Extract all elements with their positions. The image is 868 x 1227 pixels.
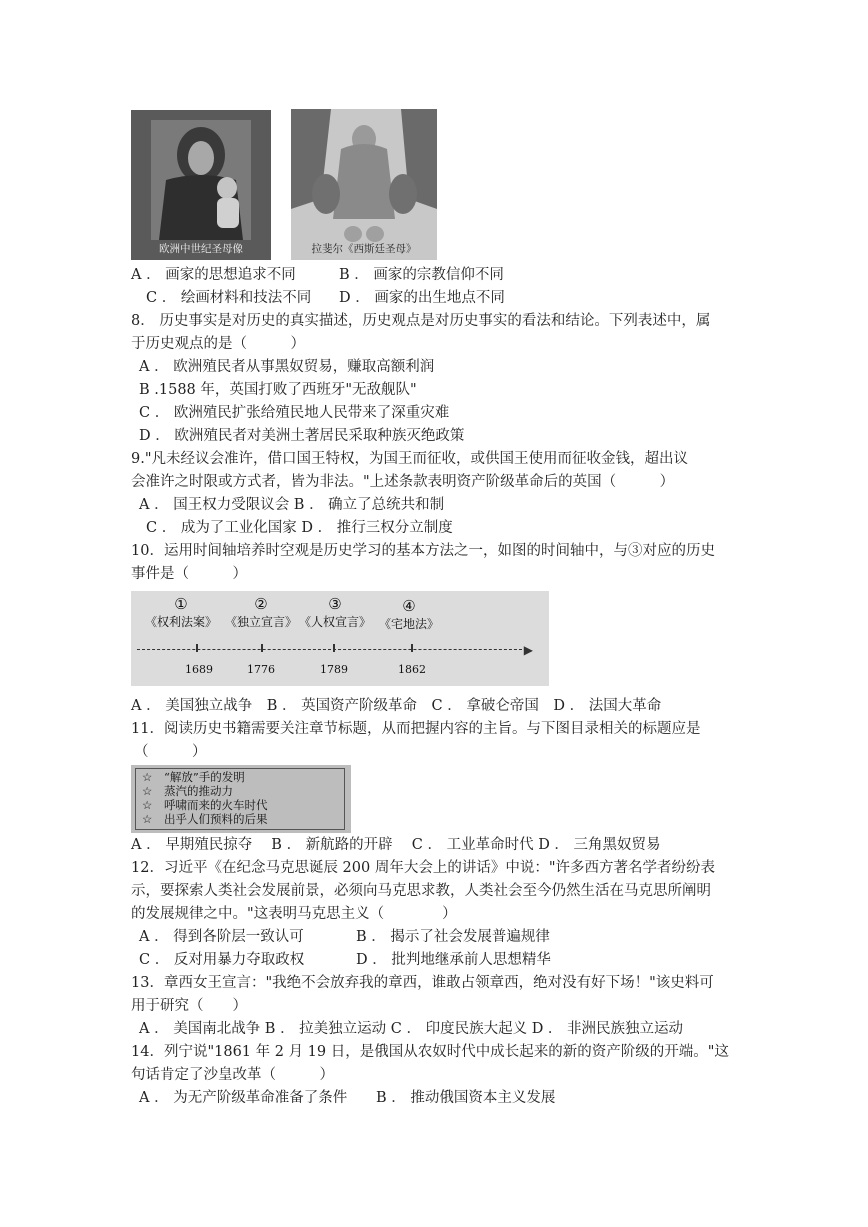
star-icon: ☆: [142, 784, 153, 798]
star-icon: ☆: [142, 770, 153, 784]
timeline-doc-4: 《宅地法》: [378, 617, 439, 631]
q7-option-c: C ． 绘画材料和技法不同: [146, 290, 312, 306]
timeline-doc-1: 《权利法案》: [144, 615, 217, 629]
timeline-tick: [196, 644, 198, 652]
timeline-item-2: [219, 595, 303, 630]
sistine-madonna-figure-icon: [291, 109, 437, 260]
toc-row-1: [142, 770, 245, 784]
q7-option-d: D ． 画家的出生地点不同: [339, 290, 505, 306]
timeline-tick: [261, 644, 263, 652]
q11-stem-line1: 11．阅读历史书籍需要关注章节标题，从而把握内容的主旨。与下图目录相关的标题应是: [131, 721, 701, 737]
star-icon: ☆: [142, 798, 153, 812]
timeline-figure: [131, 591, 549, 686]
painting-caption-1: 欧洲中世纪圣母像: [159, 243, 243, 255]
q9-options-cd: C ． 成为了工业化国家 D ． 推行三权分立制度: [146, 520, 453, 536]
q8-stem-line2: 于历史观点的是（ ）: [131, 336, 305, 352]
q12-option-b: B ． 揭示了社会发展普遍规律: [356, 929, 550, 945]
timeline-num-2: ②: [254, 595, 268, 613]
q8-option-b: B .1588 年，英国打败了西班牙"无敌舰队": [139, 382, 417, 398]
q7-option-b: B ． 画家的宗教信仰不同: [339, 267, 504, 283]
q12-stem-line2: 示，要探索人类社会发展前景，必须向马克思求教，人类社会至今仍然生活在马克思所阐明: [131, 883, 711, 899]
q9-stem-line2: 会准许之时限或方式者，皆为非法。"上述条款表明资产阶级革命后的英国（ ）: [131, 474, 675, 490]
q14-stem-line2: 句话肯定了沙皇改革（ ）: [131, 1067, 334, 1083]
toc-text-3: 呼啸而来的火车时代: [164, 798, 268, 812]
q12-option-a: A ． 得到各阶层一致认可: [139, 929, 304, 945]
q8-option-a: A ． 欧洲殖民者从事黑奴贸易，赚取高额利润: [139, 359, 435, 375]
q9-stem-line1: 9."凡未经议会准许，借口国王特权，为国王而征收，或供国王使用而征收金钱，超出议: [131, 451, 689, 467]
q10-stem-line2: 事件是（ ）: [131, 566, 247, 582]
timeline-num-1: ①: [174, 595, 188, 613]
madonna-figure-icon: [131, 110, 271, 260]
q12-option-d: D ． 批判地继承前人思想精华: [356, 952, 551, 968]
toc-text-4: 出乎人们预料的后果: [164, 812, 268, 826]
table-of-contents-figure: [131, 765, 351, 833]
q12-stem-line3: 的发展规律之中。"这表明马克思主义（ ）: [131, 906, 457, 922]
toc-frame: [135, 768, 345, 830]
toc-row-2: [142, 784, 233, 798]
toc-row-3: [142, 798, 268, 812]
q7-option-a: A ． 画家的思想追求不同: [131, 267, 296, 283]
q13-options: A ． 美国南北战争 B ． 拉美独立运动 C ． 印度民族大起义 D ． 非洲民族独立运动: [139, 1021, 684, 1037]
q14-option-b: B ． 推动俄国资本主义发展: [376, 1090, 556, 1106]
q8-option-c: C ． 欧洲殖民扩张给殖民地人民带来了深重灾难: [139, 405, 450, 421]
timeline-item-4: [369, 597, 449, 632]
timeline-num-4: ④: [402, 597, 416, 615]
timeline-item-1: [139, 595, 223, 630]
timeline-year-1: 1689: [185, 663, 213, 676]
q14-stem-line1: 14．列宁说"1861 年 2 月 19 日，是俄国从农奴时代中成长起来的新的资产阶级的开端。"这: [131, 1044, 729, 1060]
timeline-tick: [411, 644, 413, 652]
q13-stem-line2: 用于研究（ ）: [131, 998, 247, 1014]
timeline-tick: [333, 644, 335, 652]
q9-options-ab: A ． 国王权力受限议会 B ． 确立了总统共和制: [139, 497, 445, 513]
timeline-num-3: ③: [328, 595, 342, 613]
toc-text-1: “解放”手的发明: [164, 770, 245, 784]
q8-option-d: D ． 欧洲殖民者对美洲土著居民采取种族灭绝政策: [139, 428, 465, 444]
q12-option-c: C ． 反对用暴力夺取政权: [139, 952, 305, 968]
medieval-madonna-painting: [131, 110, 271, 260]
timeline-year-4: 1862: [398, 663, 426, 676]
toc-text-2: 蒸汽的推动力: [164, 784, 233, 798]
toc-row-4: [142, 812, 268, 826]
star-icon: ☆: [142, 812, 153, 826]
timeline-year-3: 1789: [320, 663, 348, 676]
q13-stem-line1: 13．章西女王宣言："我绝不会放弃我的章西，谁敢占领章西，绝对没有好下场！"该史料可: [131, 975, 714, 991]
painting-caption-2: 拉斐尔《西斯廷圣母》: [311, 243, 417, 255]
q11-stem-line2: （ ）: [134, 744, 207, 760]
timeline-doc-2: 《独立宣言》: [224, 615, 297, 629]
timeline-arrow-icon: ▶: [523, 643, 533, 657]
q8-stem-line1: 8． 历史事实是对历史的真实描述，历史观点是对历史事实的看法和结论。下列表述中，属: [131, 313, 711, 329]
q11-options: A ． 早期殖民掠夺 B ． 新航路的开辟 C ． 工业革命时代 D ． 三角黑奴贸易: [131, 837, 661, 853]
q12-stem-line1: 12．习近平《在纪念马克思诞辰 200 周年大会上的讲话》中说："许多西方著名学者纷纷表: [131, 860, 716, 876]
q10-stem-line1: 10．运用时间轴培养时空观是历史学习的基本方法之一，如图的时间轴中，与③对应的历史: [131, 543, 715, 559]
timeline-doc-3: 《人权宣言》: [298, 615, 371, 629]
timeline-item-3: [293, 595, 377, 630]
sistine-madonna-painting: [291, 109, 437, 260]
q14-option-a: A ． 为无产阶级革命准备了条件: [139, 1090, 348, 1106]
timeline-year-2: 1776: [247, 663, 275, 676]
q10-options: A ． 美国独立战争 B ． 英国资产阶级革命 C ． 拿破仑帝国 D ． 法国大革命: [131, 698, 662, 714]
